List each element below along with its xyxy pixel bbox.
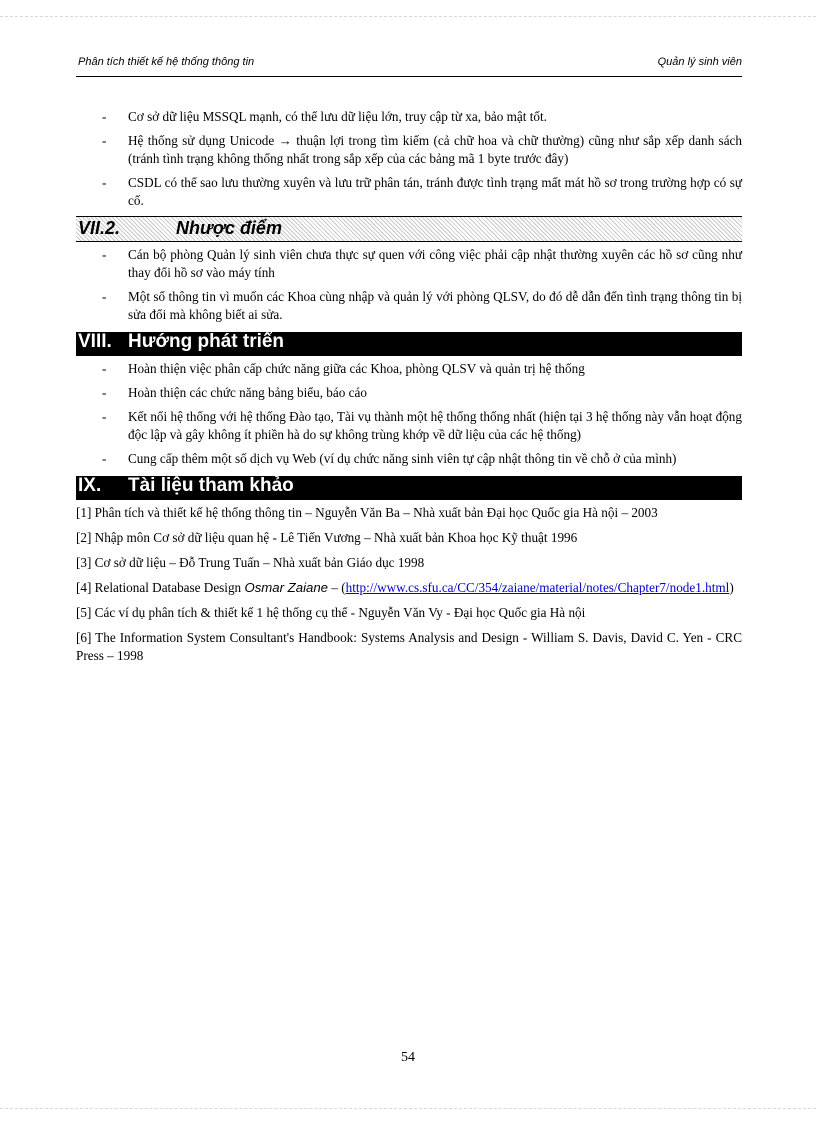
section-title: Tài liệu tham khảo [128,475,294,496]
reference-4 [76,579,742,597]
reference-1: [1] Phân tích và thiết kế hệ thống thông tin – Nguyễn Văn Ba – Nhà xuất bản Đại học Quốc gia Hà nội – 2003 [76,505,658,520]
header-right-title: Quản lý sinh viên [657,56,742,68]
header-left-title: Phân tích thiết kế hệ thống thông tin [78,56,255,68]
section-number: IX. [78,475,102,496]
reference-4-close: ) [729,580,734,595]
list-item: - Cung cấp thêm một số dịch vụ Web (ví dụ chức năng sinh viên tự cập nhật thông tin về chỗ ở của mình) [76,450,742,468]
list-item: - Cán bộ phòng Quản lý sinh viên chưa thực sự quen với công việc phải cập nhật thường xuyên các hồ sơ cũng như thay đổi hồ sơ vào máy tính [76,246,742,282]
page-top-edge [0,0,816,17]
list-item: - Hoàn thiện các chức năng bảng biểu, báo cáo [76,384,742,402]
section-heading-7-2 [76,216,742,242]
section-title: Hướng phát triển [128,331,285,352]
reference-2: [2] Nhập môn Cơ sở dữ liệu quan hệ - Lê Tiến Vương – Nhà xuất bản Khoa học Kỹ thuật 1996 [76,530,578,545]
running-header [76,54,742,77]
reference-3: [3] Cơ sở dữ liệu – Đỗ Trung Tuấn – Nhà xuất bản Giáo dục 1998 [76,555,425,570]
section-heading-9 [76,476,742,500]
advantages-list [76,108,742,210]
page-bottom-edge [0,1108,816,1123]
section-number: VII.2. [78,218,121,238]
reference-4-title: [4] Relational Database Design [76,580,242,595]
list-item: - CSDL có thể sao lưu thường xuyên và lưu trữ phân tán, tránh được tình trạng mất mát hồ sơ trong trường hợp có sự cố. [76,174,742,210]
list-item: - Hoàn thiện việc phân cấp chức năng giữa các Khoa, phòng QLSV và quản trị hệ thống [76,360,742,378]
page-number: 54 [401,1050,415,1065]
section-title: Nhược điểm [176,218,282,238]
reference-5: [5] Các ví dụ phân tích & thiết kế 1 hệ thống cụ thể - Nguyễn Văn Vy - Đại học Quốc gia Hà nội [76,605,586,620]
development-list [76,360,742,468]
reference-4-link[interactable]: http://www.cs.sfu.ca/CC/354/zaiane/material/notes/Chapter7/node1.html [345,580,730,595]
list-item: - Một số thông tin vì muốn các Khoa cùng nhập và quản lý với phòng QLSV, do đó dễ dẫn đến tình trạng thông tin bị sửa đổi mà không biết ai sửa. [76,288,742,324]
section-heading-8 [76,332,742,356]
list-item: - Kết nối hệ thống với hệ thống Đào tạo, Tài vụ thành một hệ thống thống nhất (hiện tại 3 hệ thống này vẫn hoạt động độc lập và gây không ít phiền hà do sự không trùng khớp về dữ liệu của các hệ thống) [76,408,742,444]
reference-4-dash: – ( [328,580,346,595]
page-content [76,108,742,672]
disadvantages-list [76,246,742,324]
list-item: - Cơ sở dữ liệu MSSQL mạnh, có thể lưu dữ liệu lớn, truy cập từ xa, bảo mật tốt. [76,108,742,126]
section-number: VIII. [78,331,112,352]
reference-6: [6] The Information System Consultant's Handbook: Systems Analysis and Design - William S. Davis, David C. Yen - CRC Press – 1998 [76,630,742,663]
list-item: - Hệ thống sử dụng Unicode → thuận lợi trong tìm kiếm (cả chữ hoa và chữ thường) cũng như sắp xếp danh sách (tránh tình trạng không thống nhất trong sắp xếp của các bảng mã 1 byte trước đây) [76,132,742,168]
reference-4-author: Osmar Zaiane [244,580,329,595]
